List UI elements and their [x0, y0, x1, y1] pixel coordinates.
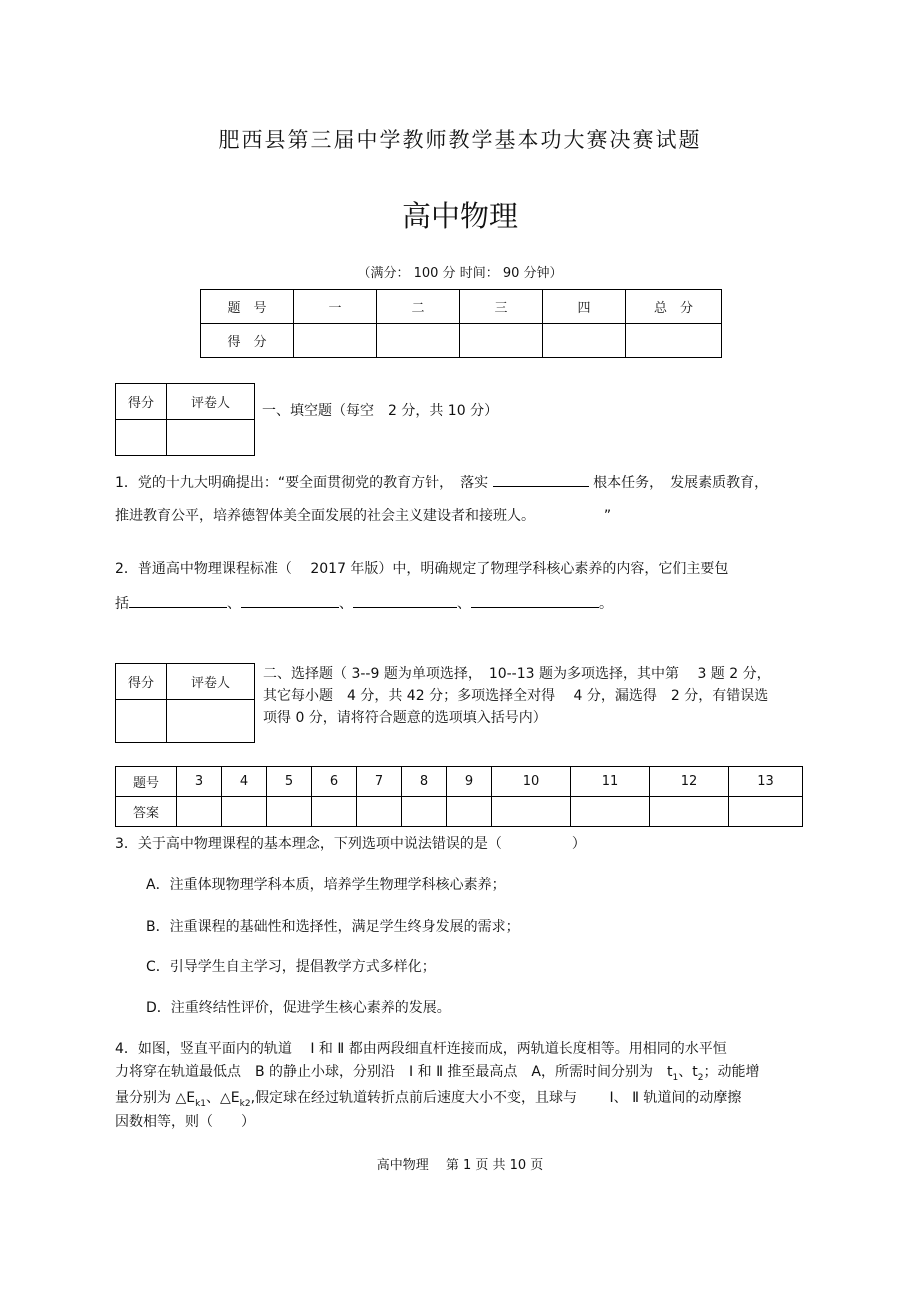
table-cell: [167, 420, 255, 456]
table-row: [116, 420, 255, 456]
table-cell: 5: [267, 767, 312, 797]
section2-heading: [263, 663, 771, 729]
q2-blank-2[interactable]: [241, 593, 339, 608]
question-2-line-1: 2．普通高中物理课程标准（ 2017 年版）中，明确规定了物理学科核心素养的内容，它们主要包: [115, 561, 729, 577]
answer-cell[interactable]: [492, 797, 571, 827]
table-cell: 一: [294, 290, 377, 324]
table-cell: 11: [571, 767, 650, 797]
table-cell: 8: [402, 767, 447, 797]
table-row: [201, 324, 722, 358]
table-cell: 四: [543, 290, 626, 324]
question-4-line-1: 4．如图，竖直平面内的轨道 Ⅰ 和 Ⅱ 都由两段细直杆连接而成，两轨道长度相等。用相同的水平恒: [115, 1041, 727, 1057]
question-4-line-2: [115, 1062, 759, 1088]
table-cell: 13: [729, 767, 803, 797]
subscript: k1: [195, 1098, 207, 1109]
q4-text: ,假定球在经过轨道转折点前后速度大小不变，且球与 Ⅰ、 Ⅱ 轨道间的动摩擦: [250, 1090, 742, 1106]
table-cell: 评卷人: [167, 664, 255, 700]
q4-text: 力将穿在轨道最低点 B 的静止小球，分别沿 Ⅰ 和 Ⅱ 推至最高点 A，所需时间分别为 t: [115, 1064, 673, 1080]
answer-cell[interactable]: [402, 797, 447, 827]
subscript: 2: [697, 1072, 704, 1083]
section2-line-3: 项得 0 分，请将符合题意的选项填入括号内）: [263, 710, 547, 726]
q1-text-a: 1．党的十九大明确提出：“要全面贯彻党的教育方针， 落实: [115, 475, 489, 491]
q2-blank-4[interactable]: [471, 593, 599, 608]
answer-cell[interactable]: [571, 797, 650, 827]
q3-option-d: D．注重终结性评价，促进学生核心素养的发展。: [146, 1000, 451, 1016]
question-1-line-1: [115, 472, 768, 493]
q1-text-b: 根本任务， 发展素质教育，: [593, 475, 769, 491]
table-cell: 总 分: [626, 290, 722, 324]
answer-cell[interactable]: [447, 797, 492, 827]
page-footer: 高中物理 第 1 页 共 10 页: [376, 1158, 544, 1173]
table-cell: 得分: [116, 664, 167, 700]
grader-box-1: [115, 383, 255, 456]
table-cell: 题号: [116, 767, 177, 797]
table-cell: 得分: [116, 384, 167, 420]
separator: 、: [457, 596, 471, 612]
exam-title: 肥西县第三届中学教师教学基本功大赛决赛试题: [218, 128, 702, 152]
section2-line-1: 二、选择题（ 3--9 题为单项选择， 10--13 题为多项选择，其中第 3 题 2 分，: [263, 666, 771, 682]
table-cell: [377, 324, 460, 358]
table-row: [201, 290, 722, 324]
table-cell: 10: [492, 767, 571, 797]
table-cell: 评卷人: [167, 384, 255, 420]
table-cell: 9: [447, 767, 492, 797]
table-row: [116, 664, 255, 700]
table-cell: 三: [460, 290, 543, 324]
q4-text: 量分别为 △E: [115, 1090, 196, 1106]
answer-cell[interactable]: [222, 797, 267, 827]
table-cell: [116, 700, 167, 743]
answer-cell[interactable]: [357, 797, 402, 827]
question-1-line-2: [115, 506, 611, 526]
table-cell: 答案: [116, 797, 177, 827]
answer-cell[interactable]: [177, 797, 222, 827]
subscript: 1: [672, 1072, 679, 1083]
question-4-line-3: [115, 1088, 741, 1114]
answer-cell[interactable]: [729, 797, 803, 827]
q4-text: 、t: [678, 1064, 698, 1080]
separator: 、: [339, 596, 353, 612]
answer-cell[interactable]: [312, 797, 357, 827]
subject-title: 高中物理: [401, 199, 518, 233]
grader-box-2: [115, 663, 255, 743]
table-cell: [460, 324, 543, 358]
q3-option-a: A．注重体现物理学科本质，培养学生物理学科核心素养；: [146, 877, 506, 893]
q1-text-c: 推进教育公平，培养德智体美全面发展的社会主义建设者和接班人。: [115, 508, 535, 524]
table-cell: 6: [312, 767, 357, 797]
question-3-stem: 3．关于高中物理课程的基本理念，下列选项中说法错误的是（ ）: [115, 836, 586, 852]
q1-close-quote: ”: [603, 508, 612, 524]
separator: 、: [227, 596, 241, 612]
table-cell: 4: [222, 767, 267, 797]
section2-line-2: 其它每小题 4 分，共 42 分；多项选择全对得 4 分，漏选得 2 分，有错误选: [263, 688, 769, 704]
section1-heading: 一、填空题（每空 2 分，共 10 分）: [262, 403, 499, 419]
table-cell: 12: [650, 767, 729, 797]
table-cell: [167, 700, 255, 743]
table-cell: 3: [177, 767, 222, 797]
q3-option-c: C．引导学生自主学习，提倡教学方式多样化；: [146, 959, 436, 975]
table-row: [116, 384, 255, 420]
q4-text: ；动能增: [703, 1064, 760, 1080]
table-row: [116, 767, 803, 797]
table-row: [116, 700, 255, 743]
end-mark: 。: [599, 596, 613, 612]
q3-option-b: B．注重课程的基础性和选择性，满足学生终身发展的需求；: [146, 919, 520, 935]
table-cell: 得 分: [201, 324, 294, 358]
table-row: [116, 797, 803, 827]
table-cell: 题 号: [201, 290, 294, 324]
question-4-line-4: 因数相等，则（ ）: [115, 1114, 255, 1130]
answer-table: [115, 766, 803, 827]
q1-blank[interactable]: [493, 472, 589, 487]
q2-blank-3[interactable]: [353, 593, 457, 608]
q4-text: 、△E: [206, 1090, 240, 1106]
question-2-line-2: [115, 593, 613, 614]
table-cell: [116, 420, 167, 456]
table-cell: 二: [377, 290, 460, 324]
answer-cell[interactable]: [267, 797, 312, 827]
q2-blank-1[interactable]: [129, 593, 227, 608]
table-cell: [543, 324, 626, 358]
subscript: k2: [239, 1098, 251, 1109]
score-summary-table: [200, 289, 722, 358]
answer-cell[interactable]: [650, 797, 729, 827]
table-cell: [626, 324, 722, 358]
score-time-info: （满分： 100 分 时间： 90 分钟）: [357, 266, 563, 281]
table-cell: 7: [357, 767, 402, 797]
q2-text-b: 括: [115, 596, 129, 612]
table-cell: [294, 324, 377, 358]
